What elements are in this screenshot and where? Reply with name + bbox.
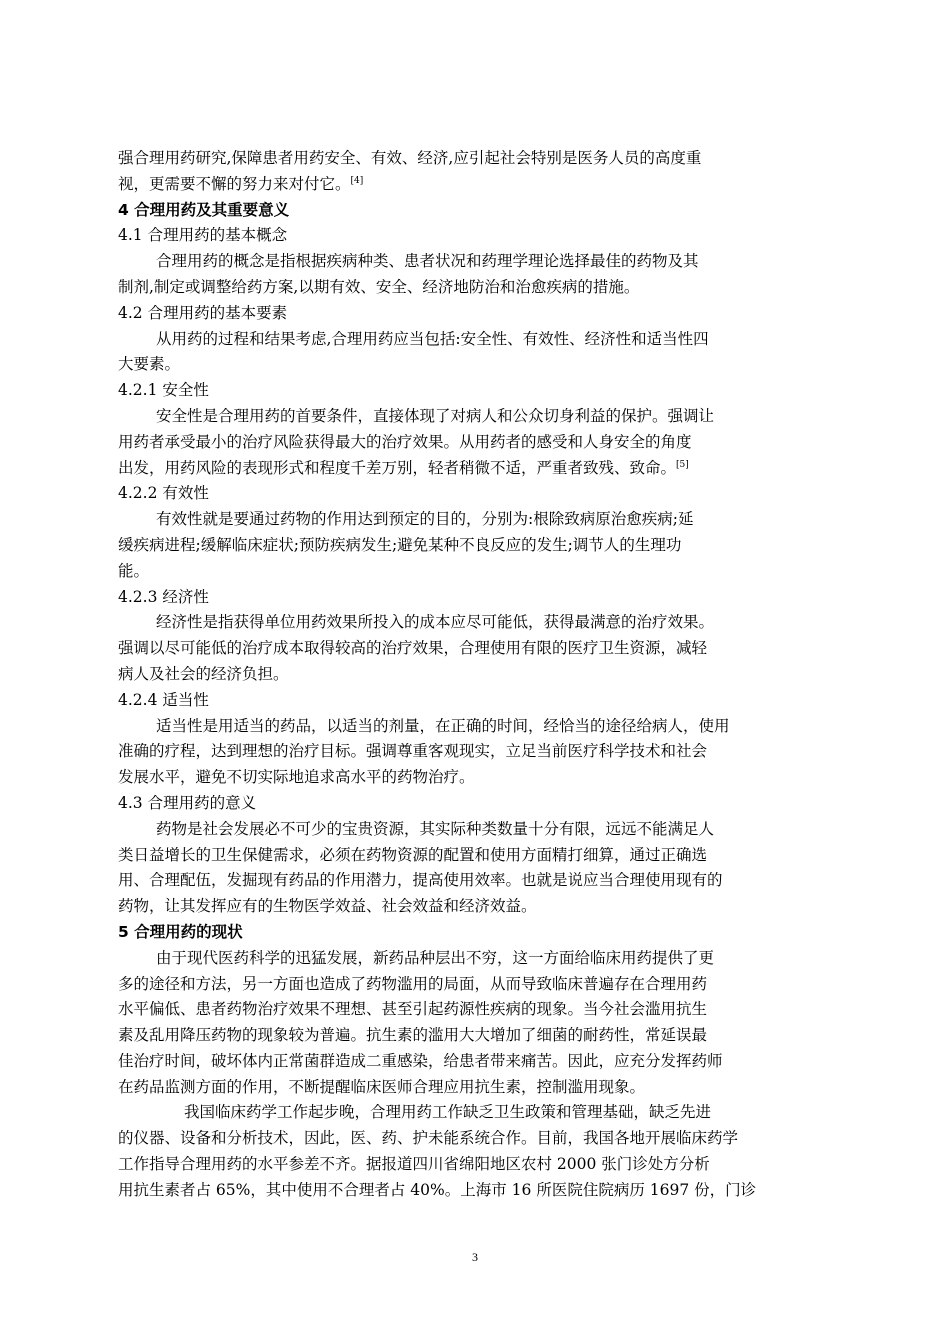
line-text: 4.1 合理用药的基本概念 bbox=[118, 226, 288, 245]
text-line bbox=[118, 946, 838, 972]
text-line bbox=[118, 559, 838, 585]
line-text: 4.2.4 适当性 bbox=[118, 690, 209, 709]
text-line bbox=[118, 636, 838, 662]
line-text: 强合理用药研究,保障患者用药安全、有效、经济,应引起社会特别是医务人员的高度重 bbox=[118, 149, 702, 167]
line-text: 准确的疗程，达到理想的治疗目标。强调尊重客观现实，立足当前医疗科学技术和社会 bbox=[118, 742, 708, 761]
text-line bbox=[118, 507, 838, 533]
text-line bbox=[118, 1023, 838, 1049]
line-text: 出发，用药风险的表现形式和程度千差万别，轻者稍微不适，严重者致残、致命。 bbox=[118, 458, 677, 477]
text-line bbox=[118, 301, 838, 327]
text-line bbox=[118, 817, 838, 843]
text-line bbox=[118, 997, 838, 1023]
line-text: 制剂,制定或调整给药方案,以期有效、安全、经济地防治和治愈疾病的措施。 bbox=[118, 277, 640, 296]
line-text: 多的途径和方法，另一方面也造成了药物滥用的局面，从而导致临床普遍存在合理用药 bbox=[118, 974, 708, 993]
text-line bbox=[118, 1126, 838, 1152]
line-text: 大要素。 bbox=[118, 355, 181, 374]
line-text: 强调以尽可能低的治疗成本取得较高的治疗效果，合理使用有限的医疗卫生资源，减轻 bbox=[118, 639, 708, 658]
line-text: 素及乱用降压药物的现象较为普遍。抗生素的滥用大大增加了细菌的耐药性，常延误最 bbox=[118, 1026, 708, 1045]
text-line bbox=[118, 1100, 838, 1126]
line-text: 水平偏低、患者药物治疗效果不理想、甚至引起药源性疾病的现象。当今社会滥用抗生 bbox=[118, 1000, 708, 1019]
text-line bbox=[118, 843, 838, 869]
text-line bbox=[118, 172, 838, 198]
text-line bbox=[118, 352, 838, 378]
text-line bbox=[118, 481, 838, 507]
line-text: 发展水平，避免不切实际地追求高水平的药物治疗。 bbox=[118, 768, 475, 787]
line-text: 工作指导合理用药的水平参差不齐。据报道四川省绵阳地区农村 2000 张门诊处方分析 bbox=[118, 1155, 710, 1174]
line-text: 从用药的过程和结果考虑,合理用药应当包括:安全性、有效性、经济性和适当性四 bbox=[156, 329, 709, 348]
text-line bbox=[118, 249, 838, 275]
line-text: 佳治疗时间，破坏体内正常菌群造成二重感染，给患者带来痛苦。因此，应充分发挥药师 bbox=[118, 1051, 723, 1070]
line-text: 缓疾病进程;缓解临床症状;预防疾病发生;避免某种不良反应的发生;调节人的生理功 bbox=[118, 535, 682, 554]
line-text: 在药品监测方面的作用，不断提醒临床医师合理应用抗生素，控制滥用现象。 bbox=[118, 1077, 646, 1096]
section-heading bbox=[118, 920, 838, 946]
line-text: 4.2 合理用药的基本要素 bbox=[118, 303, 288, 322]
text-line bbox=[118, 327, 838, 353]
line-text: 适当性是用适当的药品，以适当的剂量，在正确的时间，经恰当的途径给病人，使用 bbox=[156, 716, 730, 735]
text-line bbox=[118, 739, 838, 765]
line-text: 能。 bbox=[118, 561, 150, 580]
line-text: 用、合理配伍，发掘现有药品的作用潜力，提高使用效率。也就是说应当合理使用现有的 bbox=[118, 871, 723, 890]
text-line bbox=[118, 972, 838, 998]
line-text: 安全性是合理用药的首要条件，直接体现了对病人和公众切身利益的保护。强调让 bbox=[156, 406, 715, 425]
text-line bbox=[118, 430, 838, 456]
line-text: 合理用药的概念是指根据疾病种类、患者状况和药理学理论选择最佳的药物及其 bbox=[156, 252, 699, 271]
line-text: 4.2.2 有效性 bbox=[118, 484, 209, 503]
line-text: 药物，让其发挥应有的生物医学效益、社会效益和经济效益。 bbox=[118, 897, 537, 916]
text-line bbox=[118, 765, 838, 791]
text-line bbox=[118, 223, 838, 249]
line-text: 类日益增长的卫生保健需求，必须在药物资源的配置和使用方面精打细算，通过正确选 bbox=[118, 845, 708, 864]
text-line bbox=[118, 791, 838, 817]
document-body bbox=[118, 146, 838, 1204]
text-line bbox=[118, 714, 838, 740]
text-line bbox=[118, 662, 838, 688]
line-text: 病人及社会的经济负担。 bbox=[118, 664, 289, 683]
line-text: 药物是社会发展必不可少的宝贵资源，其实际种类数量十分有限，远远不能满足人 bbox=[156, 819, 715, 838]
text-line bbox=[118, 1152, 838, 1178]
line-text: 经济性是指获得单位用药效果所投入的成本应尽可能低，获得最满意的治疗效果。 bbox=[156, 613, 715, 632]
text-line bbox=[118, 894, 838, 920]
text-line bbox=[118, 533, 838, 559]
line-text: 4.2.3 经济性 bbox=[118, 587, 209, 606]
line-text: 由于现代医药科学的迅猛发展，新药品种层出不穷，这一方面给临床用药提供了更 bbox=[156, 948, 715, 967]
line-text: 我国临床药学工作起步晚，合理用药工作缺乏卫生政策和管理基础，缺乏先进 bbox=[184, 1103, 712, 1122]
line-text: 5 合理用药的现状 bbox=[118, 922, 243, 941]
text-line bbox=[118, 146, 838, 172]
text-line bbox=[118, 275, 838, 301]
text-line bbox=[118, 688, 838, 714]
text-line bbox=[118, 610, 838, 636]
page-number: 3 bbox=[472, 1250, 478, 1264]
line-text: 用抗生素者占 65%，其中使用不合理者占 40%。上海市 16 所医院住院病历 1697 份，门诊 bbox=[118, 1180, 757, 1199]
text-line bbox=[118, 1075, 838, 1101]
line-text: 4 合理用药及其重要意义 bbox=[118, 200, 290, 219]
section-heading bbox=[118, 198, 838, 224]
text-line bbox=[118, 404, 838, 430]
text-line bbox=[118, 456, 838, 482]
line-text: 视，更需要不懈的努力来对付它。 bbox=[118, 174, 351, 193]
text-line bbox=[118, 868, 838, 894]
line-text: 的仪器、设备和分析技术，因此，医、药、护未能系统合作。目前，我国各地开展临床药学 bbox=[118, 1129, 739, 1148]
text-line bbox=[118, 1049, 838, 1075]
citation-mark: [5] bbox=[676, 459, 689, 470]
line-text: 4.3 合理用药的意义 bbox=[118, 793, 257, 812]
text-line bbox=[118, 585, 838, 611]
line-text: 4.2.1 安全性 bbox=[118, 381, 209, 400]
line-text: 用药者承受最小的治疗风险获得最大的治疗效果。从用药者的感受和人身安全的角度 bbox=[118, 432, 692, 451]
text-line bbox=[118, 378, 838, 404]
citation-mark: [4] bbox=[350, 175, 364, 186]
line-text: 有效性就是要通过药物的作用达到预定的目的，分别为:根除致病原治愈疾病;延 bbox=[156, 510, 694, 529]
text-line bbox=[118, 1178, 838, 1204]
